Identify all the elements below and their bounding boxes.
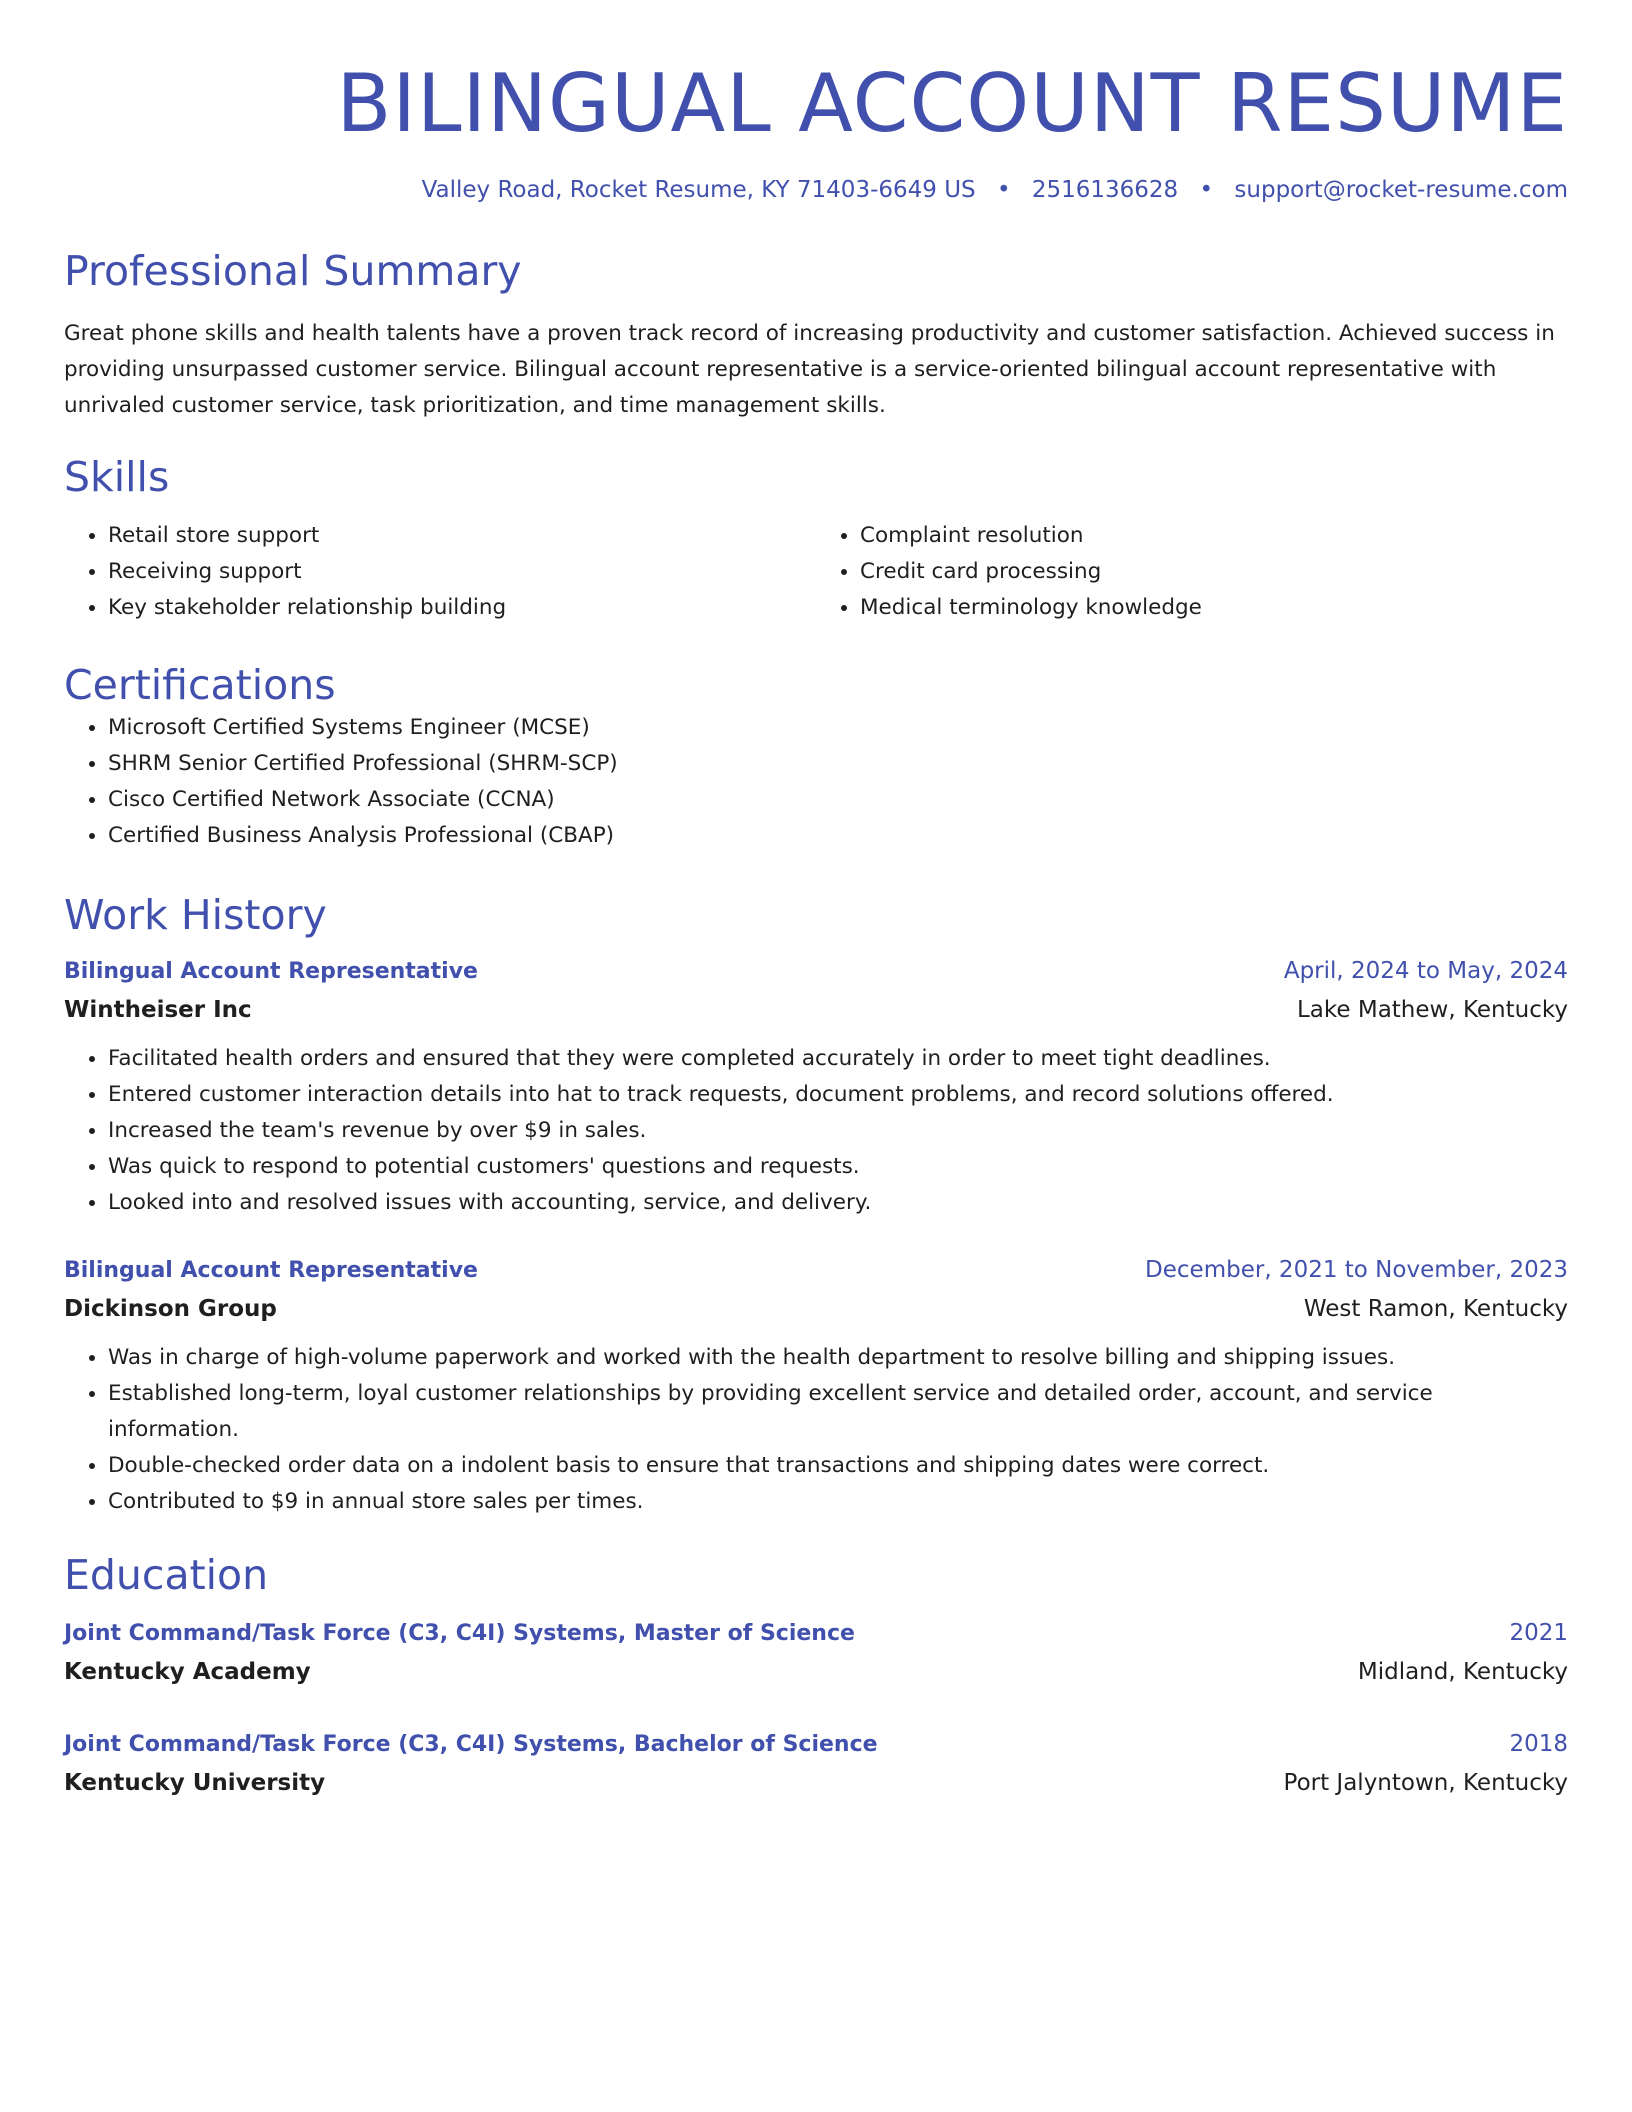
education-year: 2021 (1509, 1620, 1568, 1646)
job-role: Bilingual Account Representative (64, 1258, 478, 1283)
education-entry (64, 1614, 1568, 1691)
contact-line (64, 174, 1568, 206)
education-location: Port Jalyntown, Kentucky (1283, 1770, 1568, 1796)
job-location: Lake Mathew, Kentucky (1296, 997, 1568, 1023)
work-history-heading: Work History (64, 891, 327, 939)
education-school-row (64, 1653, 1568, 1691)
education-school: Kentucky University (64, 1770, 326, 1796)
certification-item: • Certified Business Analysis Professional (CBAP) (108, 818, 1568, 854)
job-header-row (64, 1251, 1568, 1290)
certifications-heading: Certifications (64, 661, 336, 709)
job-bullet: • Facilitated health orders and ensured that they were completed accurately in order to meet tight deadlines. (108, 1041, 1568, 1077)
summary-text: Great phone skills and health talents have a proven track record of increasing productivity and customer satisfaction. Achieved success in providing unsurpassed customer service. Bilingual account representative is a service-oriented bilingual account representative with unrivaled customer service, task prioritization, and time management skills. (64, 321, 1555, 418)
education-degree: Joint Command/Task Force (C3, C4I) Systems, Bachelor of Science (64, 1732, 878, 1757)
skill-item: • Credit card processing (860, 554, 1568, 590)
job-bullet: • Entered customer interaction details into hat to track requests, document problems, and record solutions offered. (108, 1077, 1568, 1113)
summary-heading: Professional Summary (64, 247, 522, 295)
education-header-row (64, 1725, 1568, 1764)
resume-header (64, 0, 1568, 206)
contact-email: support@rocket-resume.com (1234, 177, 1568, 203)
education-header-row (64, 1614, 1568, 1653)
job-bullet: • Established long-term, loyal customer relationships by providing excellent service and detailed order, account, and service information. (108, 1376, 1568, 1448)
job-company-row (64, 1290, 1568, 1328)
skills-column-left (64, 518, 816, 626)
skills-column-right (816, 518, 1568, 626)
contact-address: Valley Road, Rocket Resume, KY 71403-6649 US (421, 177, 976, 203)
job-bullet: • Double-checked order data on a indolent basis to ensure that transactions and shipping dates were correct. (108, 1448, 1568, 1484)
job-company-row (64, 991, 1568, 1029)
skills-list-left (64, 518, 816, 626)
job-bullet: • Was in charge of high-volume paperwork and worked with the health department to resolve billing and shipping issues. (108, 1340, 1568, 1376)
skill-item: • Retail store support (108, 518, 816, 554)
job-dates: December, 2021 to November, 2023 (1145, 1257, 1568, 1283)
education-school-row (64, 1764, 1568, 1802)
skills-list-right (816, 518, 1568, 626)
job-dates: April, 2024 to May, 2024 (1283, 958, 1568, 984)
certification-item: • Microsoft Certified Systems Engineer (MCSE) (108, 710, 1568, 746)
job-location: West Ramon, Kentucky (1303, 1296, 1568, 1322)
education-year: 2018 (1509, 1731, 1568, 1757)
skill-item: • Receiving support (108, 554, 816, 590)
job-bullet: • Increased the team's revenue by over $9 in sales. (108, 1113, 1568, 1149)
skills-grid (64, 518, 1568, 626)
job-bullet: • Was quick to respond to potential customers' questions and requests. (108, 1149, 1568, 1185)
contact-phone: 2516136628 (1031, 177, 1179, 203)
job-entry (64, 952, 1568, 1221)
contact-separator: • (996, 177, 1011, 203)
skill-item: • Complaint resolution (860, 518, 1568, 554)
job-bullets (64, 1041, 1568, 1221)
job-role: Bilingual Account Representative (64, 959, 478, 984)
skills-heading: Skills (64, 453, 170, 501)
job-bullet: • Contributed to $9 in annual store sales per times. (108, 1484, 1568, 1520)
education-location: Midland, Kentucky (1357, 1659, 1568, 1685)
resume-title: BILINGUAL ACCOUNT RESUME (336, 57, 1568, 150)
education-degree: Joint Command/Task Force (C3, C4I) Systems, Master of Science (64, 1621, 855, 1646)
skill-item: • Key stakeholder relationship building (108, 590, 816, 626)
job-entry (64, 1251, 1568, 1520)
job-bullets (64, 1340, 1568, 1520)
job-bullet: • Looked into and resolved issues with accounting, service, and delivery. (108, 1185, 1568, 1221)
job-company: Dickinson Group (64, 1296, 277, 1322)
certifications-list (64, 710, 1568, 854)
skill-item: • Medical terminology knowledge (860, 590, 1568, 626)
contact-separator: • (1199, 177, 1214, 203)
job-header-row (64, 952, 1568, 991)
education-heading: Education (64, 1551, 269, 1599)
job-company: Wintheiser Inc (64, 997, 252, 1023)
education-school: Kentucky Academy (64, 1659, 311, 1685)
certification-item: • SHRM Senior Certified Professional (SHRM-SCP) (108, 746, 1568, 782)
education-entry (64, 1725, 1568, 1802)
certification-item: • Cisco Certified Network Associate (CCNA) (108, 782, 1568, 818)
